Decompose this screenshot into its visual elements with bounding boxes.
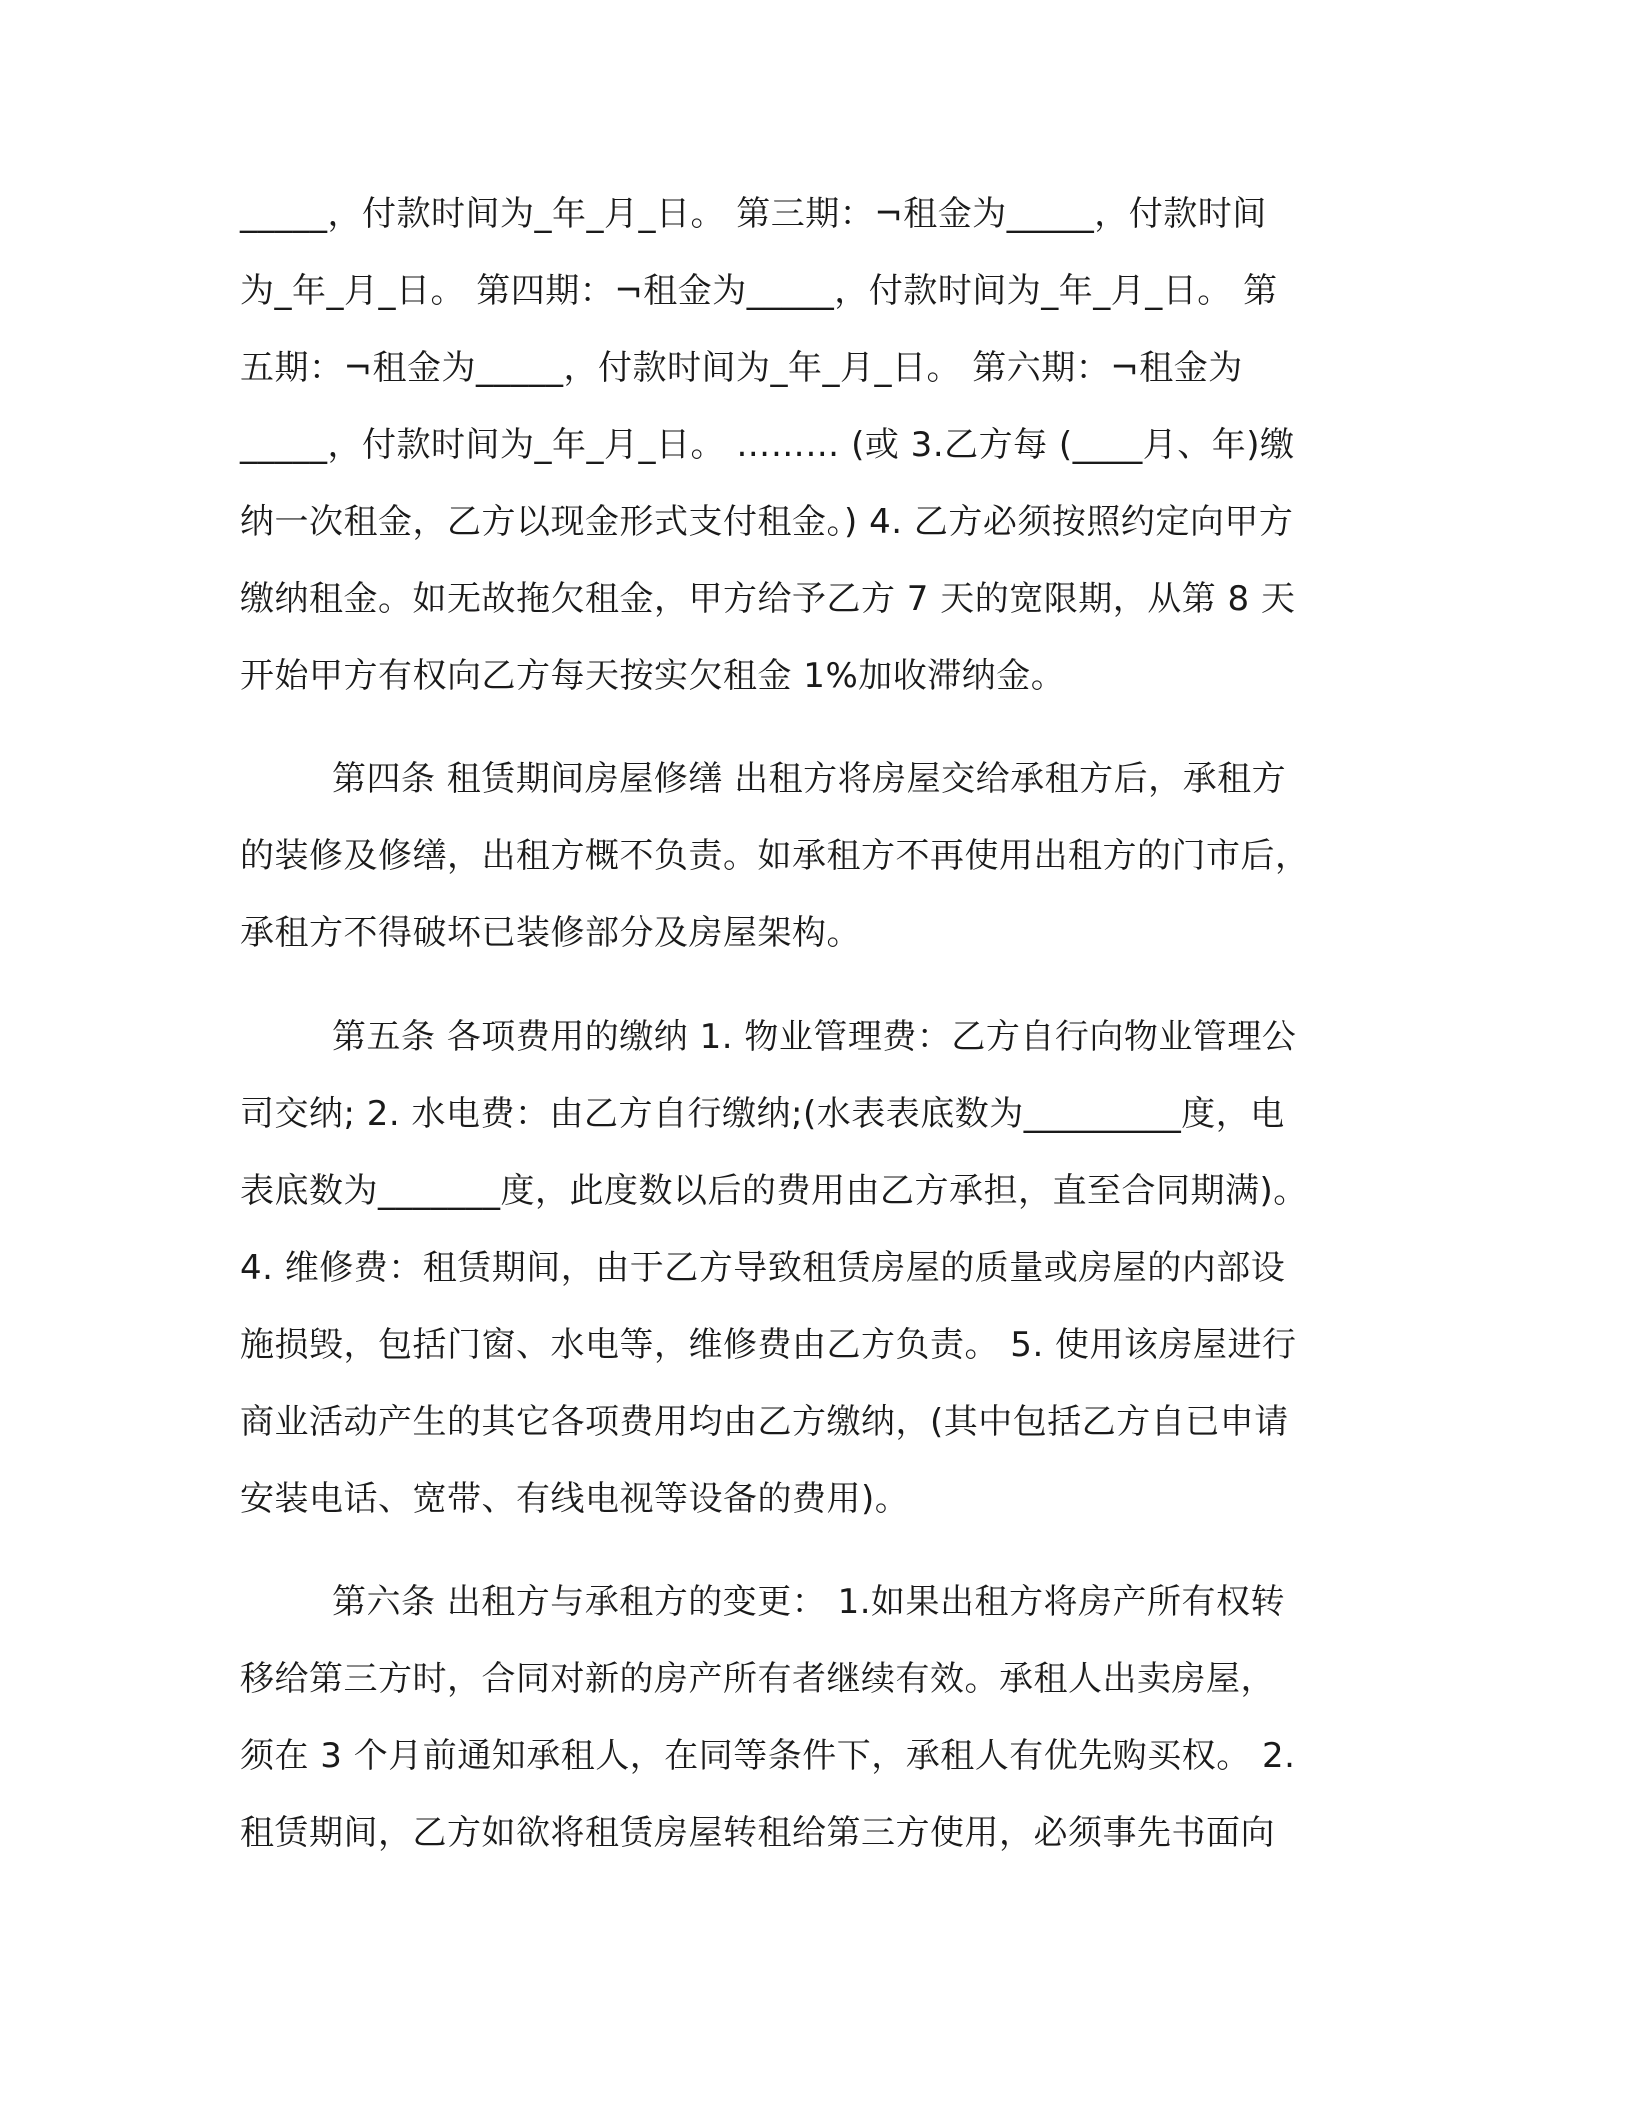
paragraph-article-4 xyxy=(240,741,1385,972)
paragraph-line: 纳一次租金，乙方以现金形式支付租金。) 4. 乙方必须按照约定向甲方 xyxy=(240,502,1294,542)
paragraph-line: 缴纳租金。如无故拖欠租金，甲方给予乙方 7 天的宽限期，从第 8 天 xyxy=(240,579,1296,619)
paragraph-article-5 xyxy=(240,999,1385,1538)
paragraph-line: 租赁期间，乙方如欲将租赁房屋转租给第三方使用，必须事先书面向 xyxy=(240,1813,1275,1853)
paragraph-line: 开始甲方有权向乙方每天按实欠租金 1%加收滞纳金。 xyxy=(240,656,1066,696)
paragraph-line: 商业活动产生的其它各项费用均由乙方缴纳，(其中包括乙方自已申请 xyxy=(240,1402,1289,1442)
paragraph-article-6 xyxy=(240,1564,1385,1872)
paragraph-line: 4. 维修费：租赁期间，由于乙方导致租赁房屋的质量或房屋的内部设 xyxy=(240,1248,1286,1288)
paragraph-payment-schedule xyxy=(240,176,1385,715)
paragraph-line: 移给第三方时，合同对新的房产所有者继续有效。承租人出卖房屋， xyxy=(240,1659,1275,1699)
paragraph-line: 为_年_月_日。 第四期：¬租金为_____，付款时间为_年_月_日。 第 xyxy=(240,271,1278,311)
paragraph-line: 施损毁，包括门窗、水电等，维修费由乙方负责。 5. 使用该房屋进行 xyxy=(240,1325,1297,1365)
paragraph-line: 五期：¬租金为_____，付款时间为_年_月_日。 第六期：¬租金为 xyxy=(240,348,1243,388)
paragraph-line: 第六条 出租方与承租方的变更： 1.如果出租方将房产所有权转 xyxy=(332,1582,1286,1622)
paragraph-line: _____，付款时间为_年_月_日。 ……… (或 3.乙方每 (____月、年)缴 xyxy=(240,425,1295,465)
paragraph-line: 安装电话、宽带、有线电视等设备的费用)。 xyxy=(240,1479,910,1519)
paragraph-line: 第四条 租赁期间房屋修缮 出租方将房屋交给承租方后，承租方 xyxy=(332,759,1287,799)
paragraph-line: 的装修及修缮，出租方概不负责。如承租方不再使用出租方的门市后， xyxy=(240,836,1310,876)
paragraph-line: 第五条 各项费用的缴纳 1. 物业管理费：乙方自行向物业管理公 xyxy=(332,1017,1297,1057)
paragraph-line: 司交纳; 2. 水电费：由乙方自行缴纳;(水表表底数为_________度，电 xyxy=(240,1094,1285,1134)
paragraph-line: 承租方不得破坏已装修部分及房屋架构。 xyxy=(240,913,861,953)
paragraph-line: 表底数为_______度，此度数以后的费用由乙方承担，直至合同期满)。 xyxy=(240,1171,1308,1211)
paragraph-line: _____，付款时间为_年_月_日。 第三期：¬租金为_____，付款时间 xyxy=(240,194,1267,234)
paragraph-line: 须在 3 个月前通知承租人，在同等条件下，承租人有优先购买权。 2. xyxy=(240,1736,1296,1776)
